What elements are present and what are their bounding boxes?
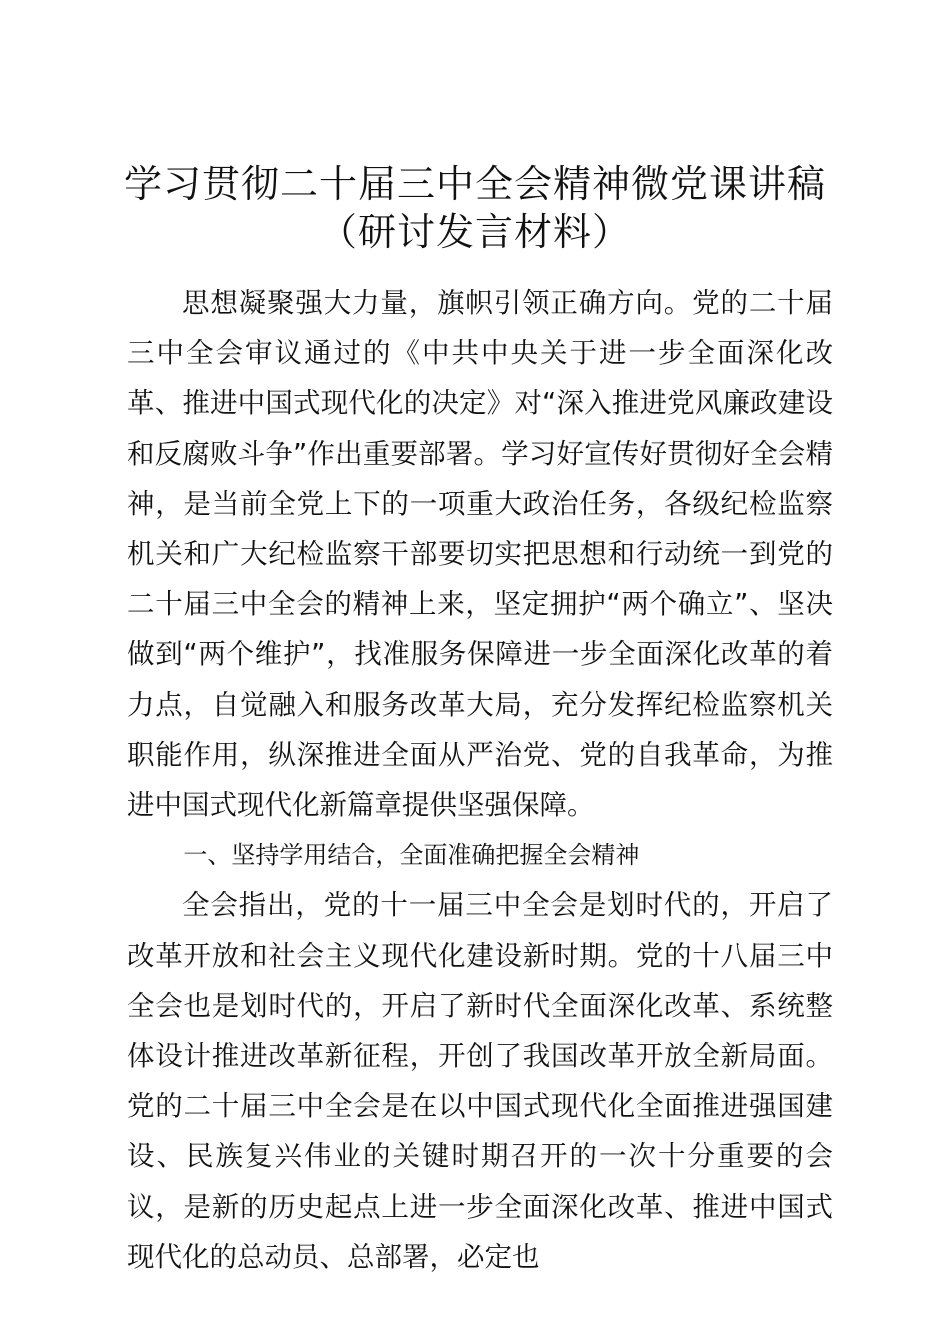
document-body — [127, 278, 833, 1282]
document-title: 学习贯彻二十届三中全会精神微党课讲稿（研讨发言材料） — [123, 162, 826, 254]
section-paragraph: 全会指出，党的十一届三中全会是划时代的，开启了改革开放和社会主义现代化建设新时期。党的十八届三中全会也是划时代的，开启了新时代全面深化改革、系统整体设计推进改革新征程，开创了我国改革开放全新局面。党的二十届三中全会是在以中国式现代化全面推进强国建设、民族复兴伟业的关键时期召开的一次十分重要的会议，是新的历史起点上进一步全面深化改革、推进中国式现代化的总动员、总部署，必定也 — [127, 889, 833, 1273]
section-heading: 一、坚持学用结合，全面准确把握全会精神 — [183, 841, 640, 870]
intro-paragraph: 思想凝聚强大力量，旗帜引领正确方向。党的二十届三中全会审议通过的《中共中央关于进一步全面深化改革、推进中国式现代化的决定》对“深入推进党风廉政建设和反腐败斗争”作出重要部署。学习好宣传好贯彻好全会精神，是当前全党上下的一项重大政治任务，各级纪检监察机关和广大纪检监察干部要切实把思想和行动统一到党的二十届三中全会的精神上来，坚定拥护“两个确立”、坚决做到“两个维护”，找准服务保障进一步全面深化改革的着力点，自觉融入和服务改革大局，充分发挥纪检监察机关职能作用，纵深推进全面从严治党、党的自我革命，为推进中国式现代化新篇章提供坚强保障。 — [127, 287, 833, 822]
